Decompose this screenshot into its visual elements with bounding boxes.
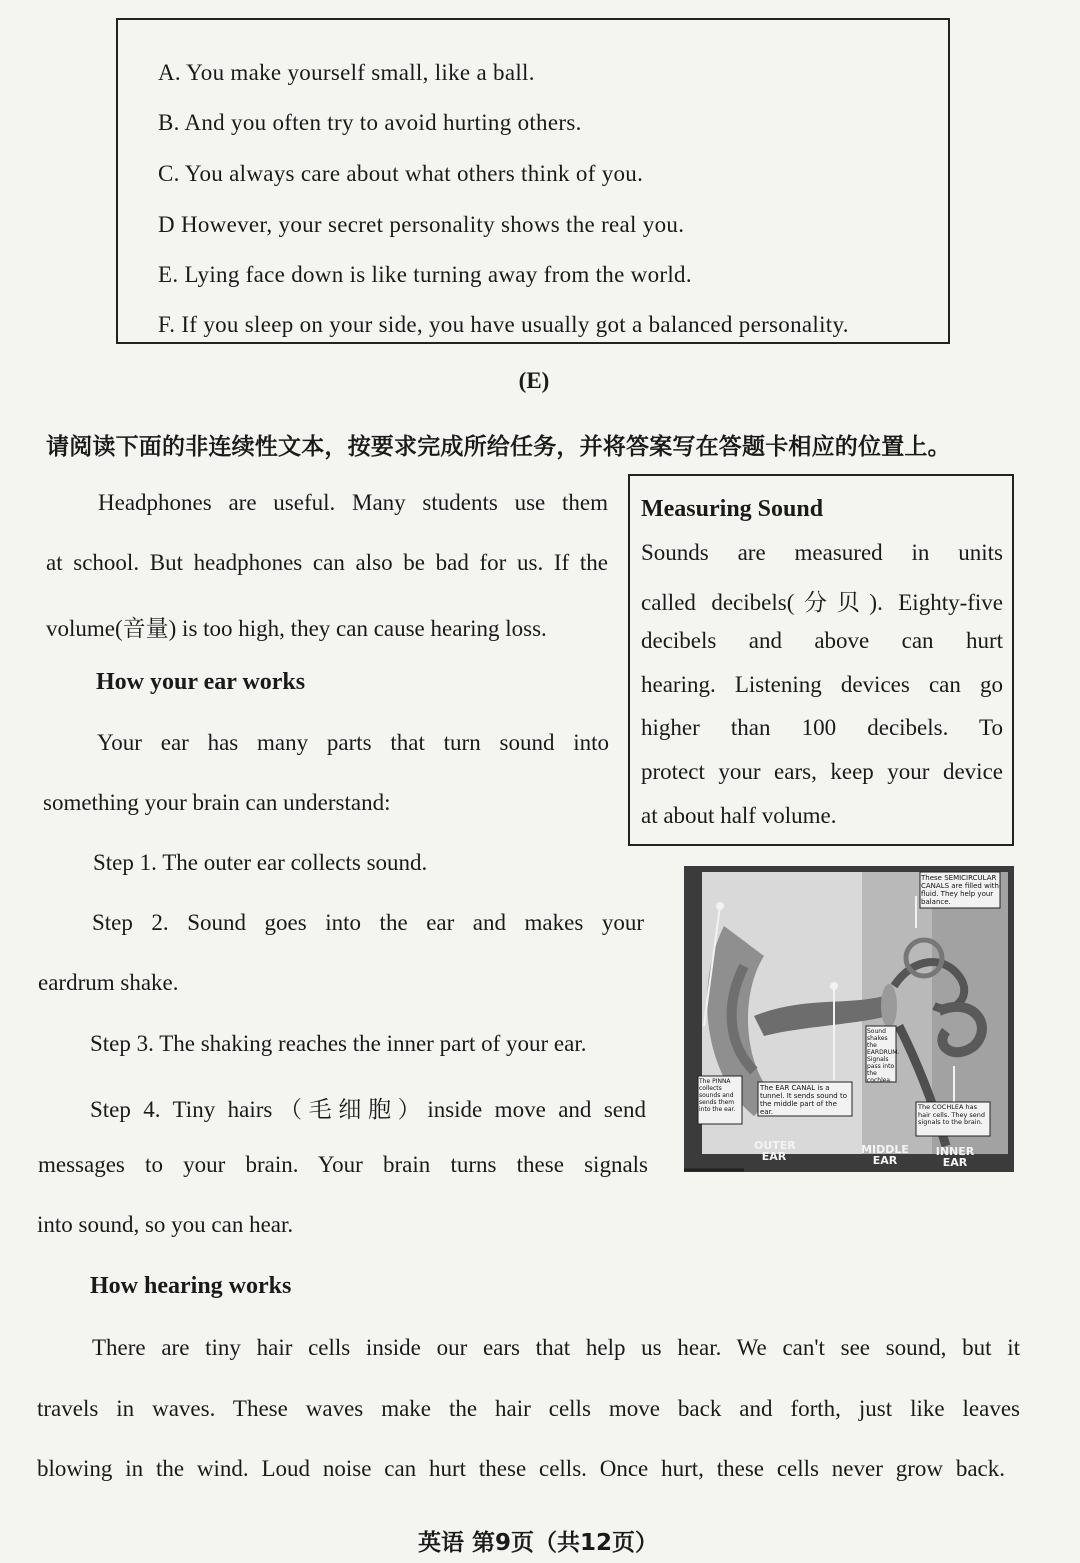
ear-diagram-image	[684, 866, 1014, 1172]
measuring-sound-box	[628, 474, 1014, 846]
label-eardrum: Sound shakes the EARDRUM. Signals pass into the cochlea.	[867, 1028, 900, 1084]
step4-line2: messages to your brain. Your brain turns these signals	[38, 1152, 648, 1177]
instruction-text: 请阅读下面的非连续性文本，按要求完成所给任务，并将答案写在答题卡相应的位置上。	[46, 434, 951, 460]
step4-line3: into sound, so you can hear.	[37, 1212, 294, 1237]
label-pinna: The PINNA collects sounds and sends them into the ear.	[699, 1078, 736, 1113]
sound-box-line: hearing. Listening devices can go	[641, 672, 1003, 697]
hearing-line1: There are tiny hair cells inside our ears that help us hear. We can't see sound, but it	[92, 1335, 1020, 1360]
option-f: F. If you sleep on your side, you have usually got a balanced personality.	[158, 312, 849, 337]
sound-box-line: protect your ears, keep your device	[641, 759, 1003, 784]
label-ear-canal: The EAR CANAL is a tunnel. It sends sound to the middle part of the ear.	[760, 1084, 847, 1116]
step2-line1: Step 2. Sound goes into the ear and makes your	[92, 910, 644, 935]
para1-line1: Headphones are useful. Many students use them	[98, 490, 608, 515]
sound-box-line: at about half volume.	[641, 803, 837, 828]
option-a: A. You make yourself small, like a ball.	[158, 60, 535, 85]
label-inner-ear: INNER EAR	[935, 1145, 975, 1169]
heading-hearing-works: How hearing works	[90, 1273, 292, 1299]
label-semicircular-canals: These SEMICIRCULAR CANALS are filled with fluid. They help your balance.	[921, 874, 999, 906]
sound-box-line: decibels and above can hurt	[641, 628, 1003, 653]
option-d: D However, your secret personality shows the real you.	[158, 212, 685, 237]
label-middle-ear: MIDDLE EAR	[861, 1143, 909, 1167]
step1: Step 1. The outer ear collects sound.	[93, 850, 428, 875]
para2-line2: something your brain can understand:	[43, 790, 391, 815]
option-c: C. You always care about what others think of you.	[158, 161, 644, 186]
sound-box-line: Sounds are measured in units	[641, 540, 1003, 565]
para1-line2: at school. But headphones can also be bad for us. If the	[46, 550, 608, 575]
label-cochlea: The COCHLEA has hair cells. They send signals to the brain.	[918, 1103, 985, 1126]
sound-box-line: called decibels(分贝). Eighty-five	[641, 590, 1003, 615]
option-e: E. Lying face down is like turning away from the world.	[158, 262, 692, 287]
step2-line2: eardrum shake.	[38, 970, 179, 995]
section-label: (E)	[518, 368, 550, 393]
sound-box-line: higher than 100 decibels. To	[641, 715, 1003, 740]
label-outer-ear: OUTER EAR	[754, 1139, 796, 1163]
page-footer: 英语 第9页（共12页）	[417, 1530, 659, 1556]
option-b: B. And you often try to avoid hurting others.	[158, 110, 582, 135]
step4-line1: Step 4. Tiny hairs（毛细胞）inside move and send	[90, 1097, 646, 1122]
step3: Step 3. The shaking reaches the inner part of your ear.	[90, 1031, 587, 1056]
hearing-line3: blowing in the wind. Loud noise can hurt these cells. Once hurt, these cells never grow back.	[37, 1456, 1005, 1481]
para2-line1: Your ear has many parts that turn sound into	[97, 730, 609, 755]
measuring-sound-title: Measuring Sound	[641, 496, 824, 522]
options-box	[116, 18, 950, 344]
heading-ear-works: How your ear works	[96, 669, 306, 695]
para1-line3: volume(音量) is too high, they can cause hearing loss.	[46, 616, 547, 641]
hearing-line2: travels in waves. These waves make the hair cells move back and forth, just like leaves	[37, 1396, 1020, 1421]
